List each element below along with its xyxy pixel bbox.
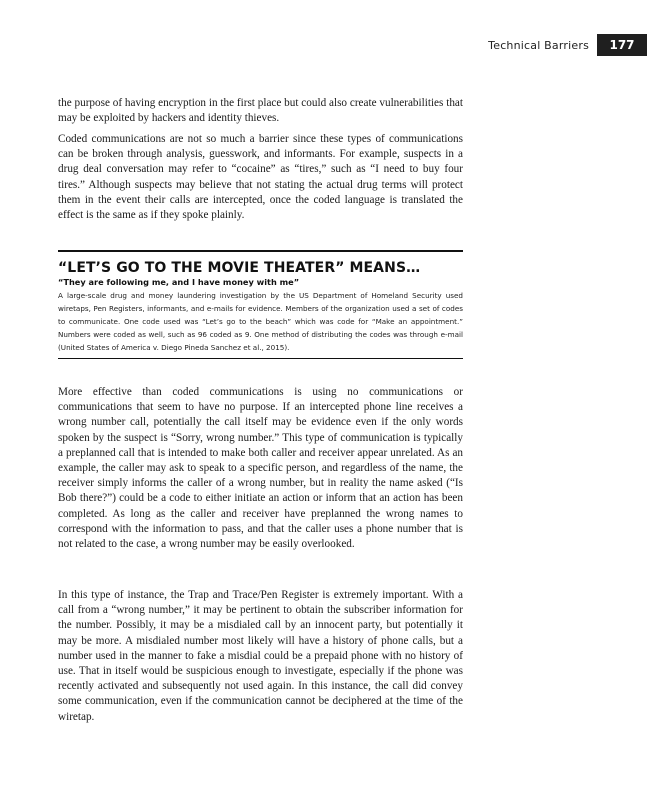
- sidebar-body: A large-scale drug and money laundering investigation by the US Department of Homeland Security used wiretaps, Pen Registers, informants, and e-mails for evidence. Members of the organization used a set of codes to communicate. One code used was “Let’s go to the beach” which was code for “Make an appointment.” Numbers were coded as well, such as 96 coded as 9. One method of distributing the codes was through e-mail (United States of America v. Diego Pineda Sanchez et al., 2015).: [58, 291, 463, 352]
- sidebar-title: “LET’S GO TO THE MOVIE THEATER” MEANS…: [58, 260, 421, 276]
- sidebar-subtitle: “They are following me, and I have money with me”: [58, 277, 300, 287]
- page-number: 177: [597, 34, 647, 56]
- paragraph-continuation: the purpose of having encryption in the first place but could also create vulnerabilities that may be exploited by hackers and identity thieves.: [58, 97, 463, 125]
- paragraph-trap-and-trace: In this type of instance, the Trap and Trace/Pen Register is extremely important. With a call from a “wrong number,” it may be pertinent to obtain the subscriber information for the number. Possibly, it may be a misdialed call by an innocent party, but potentially it may be more. A misdialed number most likely will have a history of phone calls, but a number used in the manner to fake a misdial could be a prepaid phone with no history of use. That in itself would be suspicious enough to investigate, especially if the phone was recently activated and subsequently not used again. In this instance, the call did convey some communication, even if the communication cannot be deciphered at the time of the wiretap.: [58, 589, 463, 723]
- sidebar-box: [58, 250, 463, 359]
- paragraph-coded-communications: Coded communications are not so much a barrier since these types of communications can be broken through analysis, guesswork, and informants. For example, suspects in a drug deal conversation may refer to “cocaine” as “tires,” such as “I need to buy four tires.” Although suspects may believe that not stating the actual drug terms will protect them in the event their calls are intercepted, once the coded language is translated the effect is the same as if they spoke plainly.: [58, 133, 463, 222]
- paragraph-wrong-number: More effective than coded communications is using no communications or communications that seem to have no purpose. If an intercepted phone line receives a wrong number call, potentially the call itself may be evidence even if the only words spoken by the suspect is “Sorry, wrong number.” This type of communication is typically a preplanned call that is intended to make both caller and receiver appear unrelated. As an example, the caller may ask to speak to a specific person, and regardless of the name, the receiver simply informs the caller of a wrong number, but in reality the name asked (“Is Bob there?”) could be a code to either initiate an action or inform that an action has been completed. As long as the caller and receiver have preplanned the wrong names to correspond with the information to pass, and that the caller uses a phone number that is not related to the case, a wrong number may be easily overlooked.: [58, 386, 463, 551]
- running-head: [488, 34, 647, 56]
- running-head-title: Technical Barriers: [488, 38, 589, 52]
